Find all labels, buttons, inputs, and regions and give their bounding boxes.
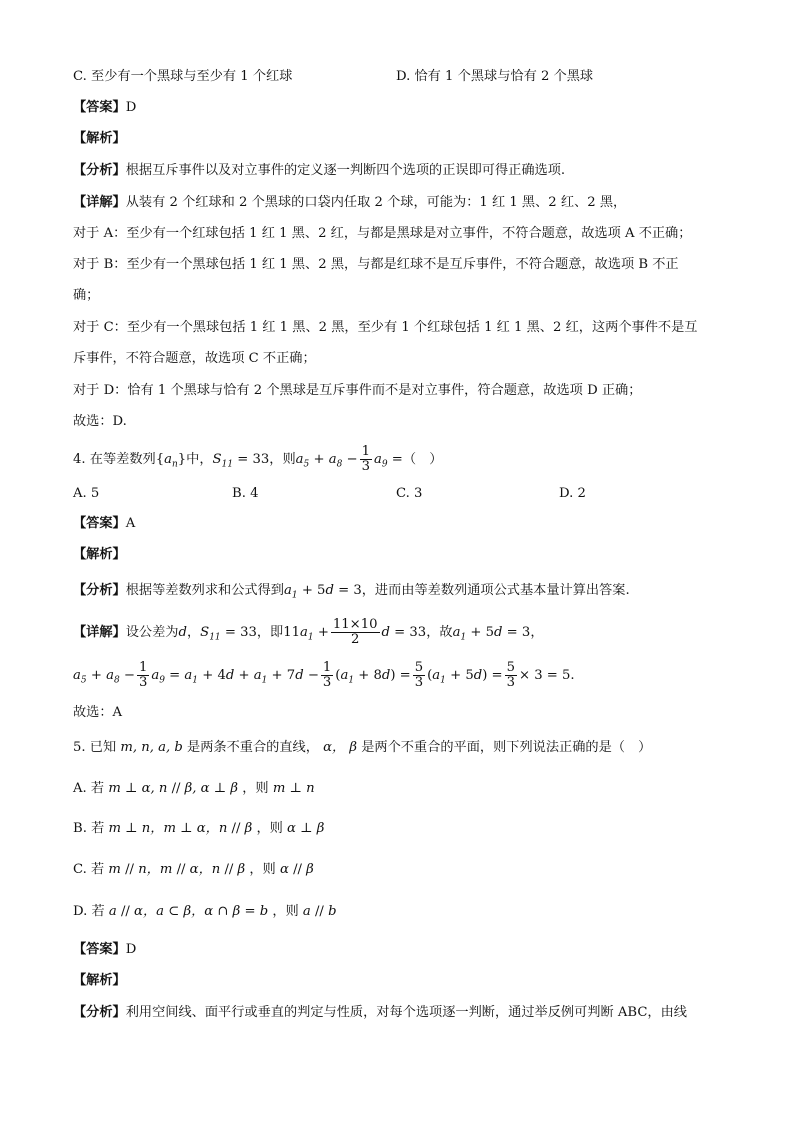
q4-jiexi-label: 【解析】 bbox=[73, 547, 126, 562]
q4-seq-formula: $\{a_n\}$ bbox=[155, 452, 187, 470]
q4-fenxi: 【分析】根据等差数列求和公式得到$a_1 + 5d = 3$，进而由等差数列通项公式基本量计算出答案. bbox=[73, 583, 630, 601]
q3-analysis-c-2: 斥事件，不符合题意，故选项 C 不正确； bbox=[73, 351, 316, 366]
q4-option-d: D. 2 bbox=[559, 486, 586, 501]
q3-analysis-d: 对于 D：恰有 1 个黑球与恰有 2 个黑球是互斥事件而不是对立事件，符合题意，故选项 D 正确； bbox=[73, 383, 642, 398]
q4-sum-expansion: $11a_1$ + $\frac{11\times 10}{2}$ d = 33 bbox=[283, 617, 427, 647]
q3-analysis-c-1: 对于 C：至少有一个黑球包括 1 红 1 黑、2 黑，至少有 1 个红球包括 1 红 1 黑、2 红，这两个事件不是互 bbox=[73, 320, 698, 335]
q3-analysis-b-1: 对于 B：至少有一个黑球包括 1 红 1 黑、2 黑，与都是红球不是互斥事件，不符合题意，故选项 B 不正 bbox=[73, 257, 679, 272]
q4-final-computation: $a_5 + a_8$ − $\frac{1}{3}$ $a_9 = a_1 + 4d + a_1 + 7d$ − $\frac{1}{3}$ $(a_1 + 8d)$ = $\frac{5}{3}$ $(a_1 + 5d)$ = $\frac{5}{3}$ × 3 = 5. bbox=[73, 660, 575, 690]
q3-choose: 故选：D. bbox=[73, 414, 127, 429]
q4-fenxi-formula: $a_1 + 5d = 3$ bbox=[284, 583, 362, 601]
q3-answer: 【答案】D bbox=[73, 100, 137, 115]
q5-jiexi-label: 【解析】 bbox=[73, 973, 126, 988]
q5-option-c: C. 若 m // n，m // α，n // β ，则 α // β bbox=[73, 862, 314, 877]
q5-option-d: D. 若 a // α，a ⊂ β，α ∩ β = b ，则 a // b bbox=[73, 904, 337, 919]
q5-fenxi: 【分析】利用空间线、面平行或垂直的判定与性质，对每个选项逐一判断，通过举反例可判断 ABC，由线 bbox=[73, 1005, 687, 1020]
q4-target-formula: $a_5 + a_8$ − $\frac{1}{3}$ $a_9$ = bbox=[295, 444, 403, 474]
q4-option-b: B. 4 bbox=[232, 486, 259, 501]
q4-xiangjie-2 bbox=[73, 661, 740, 696]
q3-xiangjie: 【详解】从装有 2 个红球和 2 个黑球的口袋内任取 2 个球，可能为：1 红 1 黑、2 红、2 黑， bbox=[73, 195, 627, 210]
q3-jiexi-label: 【解析】 bbox=[73, 131, 126, 146]
q3-analysis-a: 对于 A：至少有一个红球包括 1 红 1 黑、2 红，与都是黑球是对立事件，不符合题意，故选项 A 不正确； bbox=[73, 226, 692, 241]
q4-stem: 4. 在等差数列$\{a_n\}$中，$S_{11} = 33$，则$a_5 + a_8$ − $\frac{1}{3}$ $a_9$ =（ ） bbox=[73, 444, 443, 474]
q3-analysis-b-2: 确； bbox=[73, 288, 100, 303]
q5-answer: 【答案】D bbox=[73, 942, 137, 957]
q3-option-d: D. 恰有 1 个黑球与恰有 2 个黑球 bbox=[396, 69, 594, 84]
q5-option-a: A. 若 m ⊥ α, n // β, α ⊥ β ，则 m ⊥ n bbox=[73, 781, 315, 796]
q4-choose: 故选：A bbox=[73, 705, 123, 720]
q4-sum-formula: $S_{11} = 33$ bbox=[212, 452, 270, 470]
q4-xiangjie-1: 【详解】设公差为d，$S_{11} = 33$，即$11a_1$ + $\frac{11\times 10}{2}$ d = 33，故$a_1 + 5d = 3$， bbox=[73, 617, 544, 647]
q5-option-b: B. 若 m ⊥ n，m ⊥ α，n // β ，则 α ⊥ β bbox=[73, 821, 325, 836]
q3-option-c: C. 至少有一个黑球与至少有 1 个红球 bbox=[73, 69, 293, 84]
q4-option-c: C. 3 bbox=[396, 486, 423, 501]
q3-fenxi: 【分析】根据互斥事件以及对立事件的定义逐一判断四个选项的正误即可得正确选项. bbox=[73, 163, 566, 178]
q5-stem: 5. 已知 m, n, a, b 是两条不重合的直线， α， β 是两个不重合的平面，则下列说法正确的是（ ） bbox=[73, 740, 652, 755]
q4-option-a: A. 5 bbox=[73, 486, 100, 501]
q4-answer: 【答案】A bbox=[73, 516, 136, 531]
